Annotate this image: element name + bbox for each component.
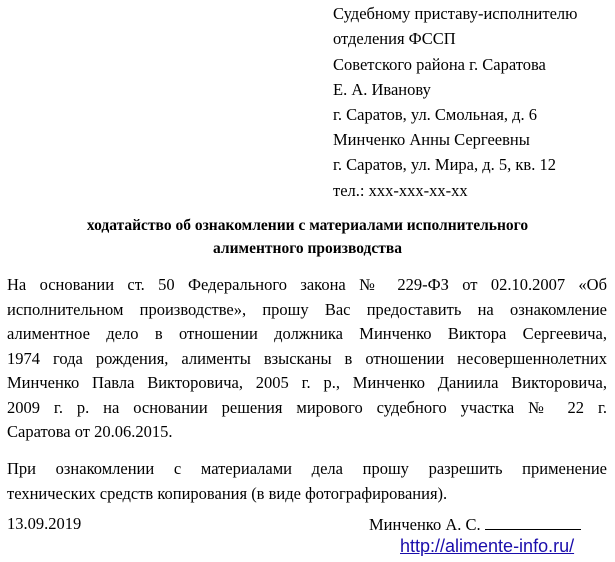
paragraph-line: 2009 г. р. на основании решения мирового судебного участка № 22 г.	[7, 397, 607, 417]
document-title	[0, 214, 615, 260]
recipient-line: отделения ФССП	[333, 29, 456, 49]
website-link[interactable]: http://alimente-info.ru/	[400, 536, 575, 556]
paragraph-line: Минченко Павла Викторовича, 2005 г. р., Минченко Даниила Викторовича,	[7, 373, 607, 392]
signature-block	[369, 513, 581, 536]
signature-underline	[485, 513, 581, 530]
recipient-line: Судебному приставу-исполнителю	[333, 4, 578, 23]
paragraph-line: алиментное дело в отношении должника Минченко Виктора Сергеевича,	[7, 324, 607, 343]
sender-line: Минченко Анны Сергеевны	[333, 130, 530, 149]
body-paragraph-1	[7, 273, 607, 445]
recipient-line: Советского района г. Саратова	[333, 54, 546, 74]
paragraph-line: технических средств копирования (в виде фотографирования).	[7, 483, 448, 503]
recipient-address-block	[333, 1, 577, 127]
paragraph-line: 1974 года рождения, алименты взысканы в отношении несовершеннолетних	[7, 348, 607, 368]
paragraph-line: Саратова от 20.06.2015.	[7, 422, 173, 441]
paragraph-line: На основании ст. 50 Федерального закона № 229-ФЗ от 02.10.2007 «Об	[7, 275, 607, 294]
recipient-line: Е. А. Иванову	[333, 79, 431, 99]
document-date: 13.09.2019	[7, 514, 82, 533]
title-line: алиментного производства	[213, 240, 402, 257]
title-line: ходатайство об ознакомлении с материалами исполнительного	[86, 217, 529, 234]
paragraph-line: исполнительном производстве», прошу Вас предоставить на ознакомление	[7, 299, 607, 319]
signature-name: Минченко А. С.	[369, 515, 481, 534]
sender-address-block	[333, 127, 556, 203]
sender-line: г. Саратов, ул. Мира, д. 5, кв. 12	[333, 155, 556, 175]
sender-line: тел.: ххх-ххх-хх-хх	[333, 180, 468, 200]
body-paragraph-2	[7, 457, 607, 506]
paragraph-line: При ознакомлении с материалами дела прошу разрешить применение	[7, 459, 607, 478]
recipient-line: г. Саратов, ул. Смольная, д. 6	[333, 105, 538, 125]
